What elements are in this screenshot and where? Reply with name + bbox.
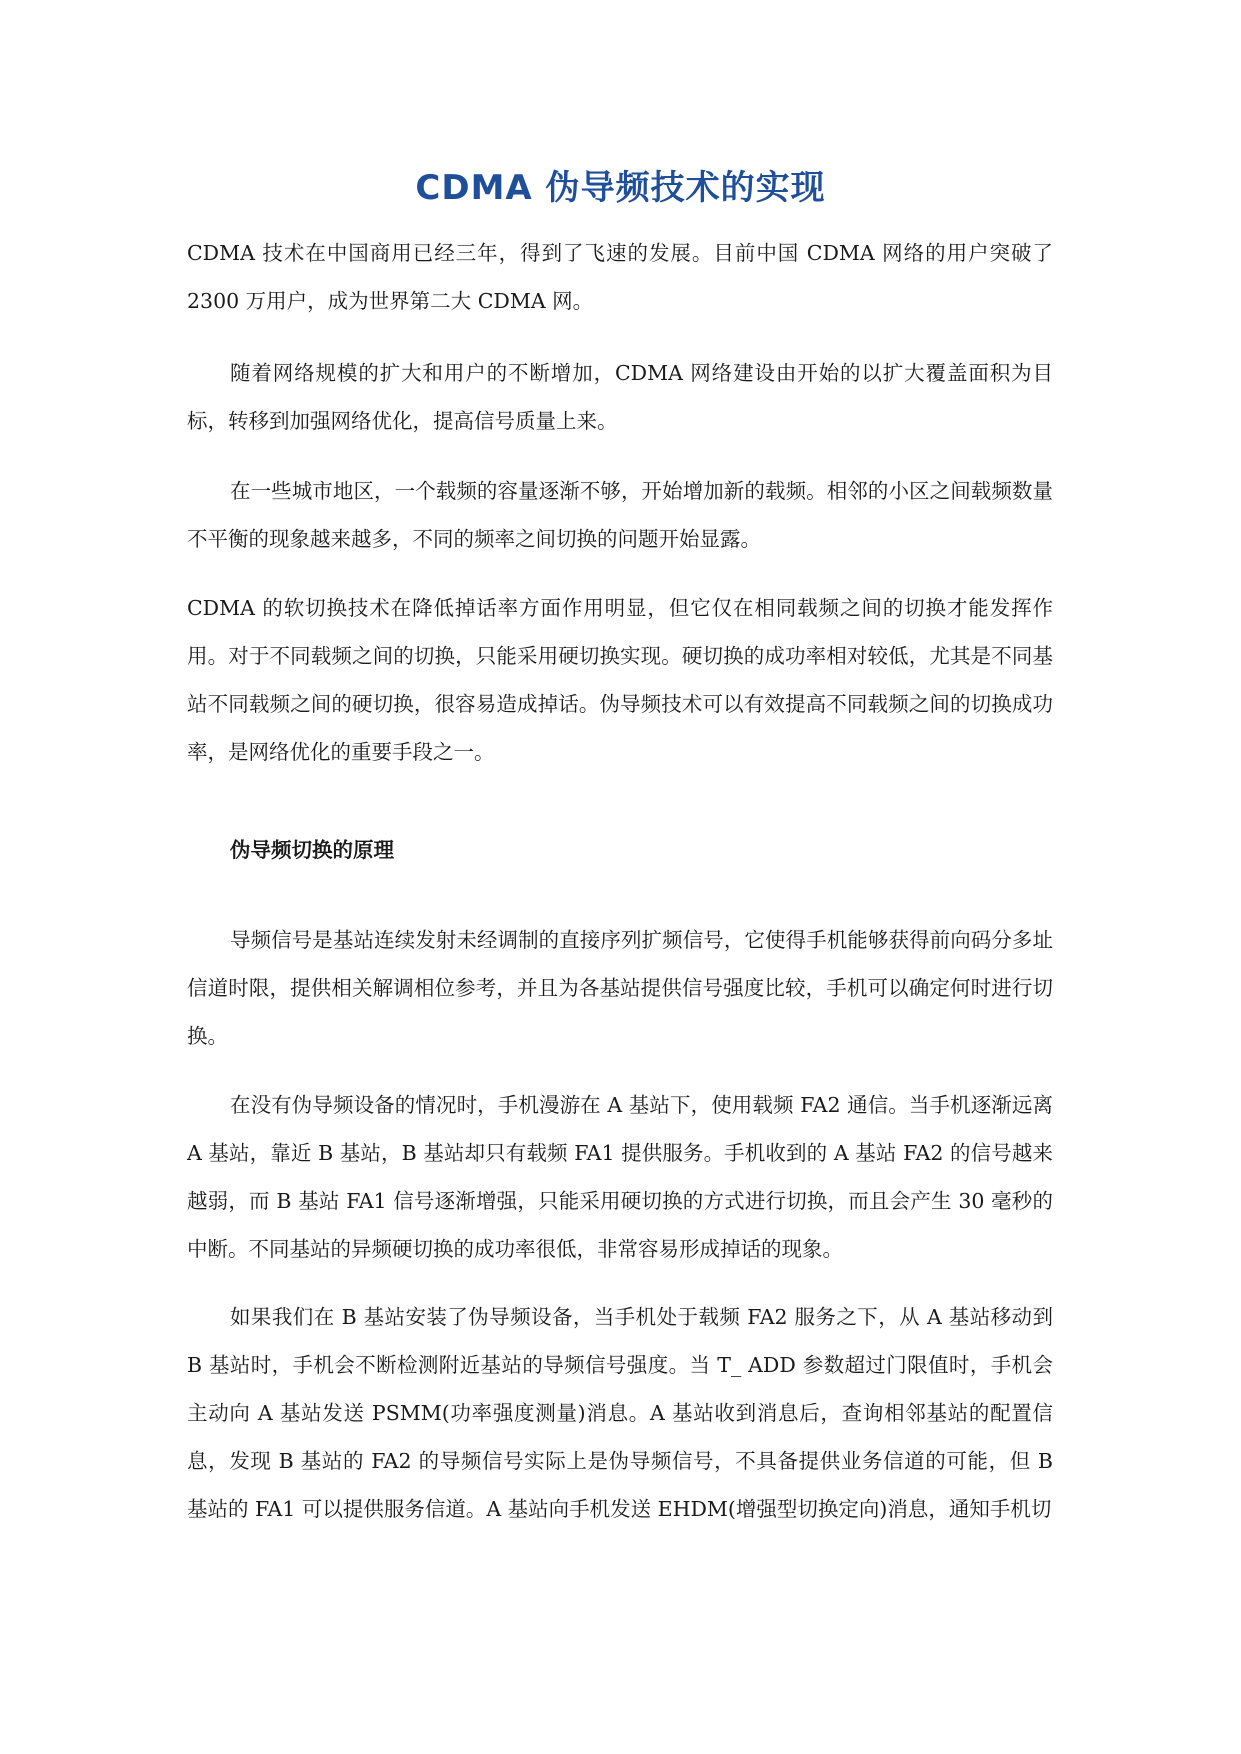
paragraph-with-pseudo-pilot: 如果我们在 B 基站安装了伪导频设备，当手机处于载频 FA2 服务之下，从 A 基站移动到 B 基站时，手机会不断检测附近基站的导频信号强度。当 T_ ADD 参数超过门限值时，手机会主动向 A 基站发送 PSMM(功率强度测量)消息。A 基站收到消息后，查询相邻基站的配置信息，发现 B 基站的 FA2 的导频信号实际上是伪导频信号，不具备提供业务信道的可能，但 B 基站的 FA1 可以提供服务信道。A 基站向手机发送 EHDM(增强型切换定向)消息，通知手机切 (187, 1305, 1053, 1521)
paragraph-no-pseudo-pilot: 在没有伪导频设备的情况时，手机漫游在 A 基站下，使用载频 FA2 通信。当手机逐渐远离 A 基站，靠近 B 基站，B 基站却只有载频 FA1 提供服务。手机收到的 A 基站 FA2 的信号越来越弱，而 B 基站 FA1 信号逐渐增强，只能采用硬切换的方式进行切换，而且会产生 30 毫秒的中断。不同基站的异频硬切换的成功率很低，非常容易形成掉话的现象。 (187, 1093, 1053, 1261)
paragraph-carrier-capacity: 在一些城市地区，一个载频的容量逐渐不够，开始增加新的载频。相邻的小区之间载频数量不平衡的现象越来越多，不同的频率之间切换的问题开始显露。 (187, 479, 1053, 551)
paragraph-pilot-signal: 导频信号是基站连续发射未经调制的直接序列扩频信号，它使得手机能够获得前向码分多址信道时限，提供相关解调相位参考，并且为各基站提供信号强度比较，手机可以确定何时进行切换。 (187, 928, 1053, 1048)
document-title: CDMA 伪导频技术的实现 (415, 168, 826, 208)
paragraph-intro: CDMA 技术在中国商用已经三年，得到了飞速的发展。目前中国 CDMA 网络的用户突破了 2300 万用户，成为世界第二大 CDMA 网。 (187, 241, 1053, 313)
section-heading: 伪导频切换的原理 (230, 838, 394, 862)
paragraph-soft-handoff: CDMA 的软切换技术在降低掉话率方面作用明显，但它仅在相同载频之间的切换才能发挥作用。对于不同载频之间的切换，只能采用硬切换实现。硬切换的成功率相对较低，尤其是不同基站不同载频之间的硬切换，很容易造成掉话。伪导频技术可以有效提高不同载频之间的切换成功率，是网络优化的重要手段之一。 (187, 596, 1053, 764)
paragraph-network-scale: 随着网络规模的扩大和用户的不断增加，CDMA 网络建设由开始的以扩大覆盖面积为目标，转移到加强网络优化，提高信号质量上来。 (187, 361, 1053, 433)
